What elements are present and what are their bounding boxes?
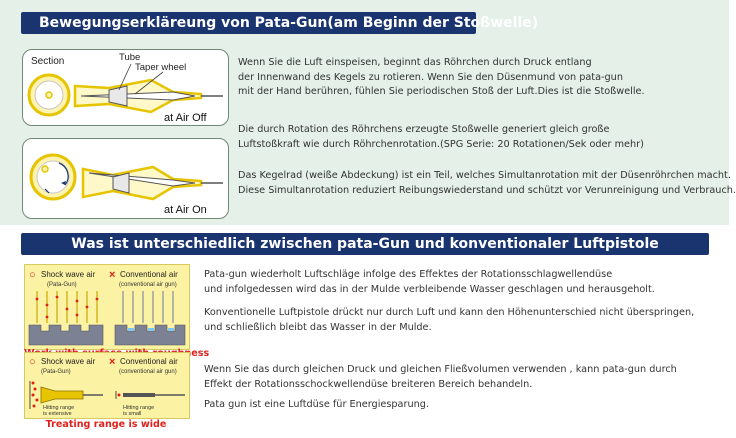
good-mark-icon: ○ (29, 356, 36, 368)
good-range-text-2: is extensive (43, 411, 72, 417)
diagram-air-on (22, 138, 229, 219)
bad-range-text-1: Hitting range (123, 405, 155, 411)
paragraph-rotation: Wenn Sie die Luft einspeisen, beginnt das Röhrchen durch Druck entlang der Innenwand des Kegels zu rotieren. Wenn Sie den Düsenmund von pata-gun mit der Hand berühren, fühlen Sie periodischen Stoß der Luft.Dies ist die Stoßwelle. (238, 57, 645, 98)
comparison-panel-roughness (24, 264, 190, 350)
good-sub: (Pata-Gun) (41, 369, 71, 375)
good-sub: (Pata-Gun) (47, 282, 77, 288)
paragraph-shockwave: Die durch Rotation des Röhrchens erzeugte Stoßwelle generiert gleich große Luftstoßkraft wie durch Röhrchenrotation.(SPG Serie: 20 Rotationen/Sek oder mehr) (238, 124, 644, 150)
bad-sub: (conventional air gun) (119, 369, 177, 375)
bad-range-text-2: is small (123, 411, 142, 417)
good-mark-icon: ○ (29, 269, 36, 281)
good-label: Shock wave air (41, 270, 96, 279)
wide-spray-dots (32, 382, 39, 408)
bad-sub: (conventional air gun) (119, 282, 177, 288)
bad-mark-icon: × (109, 356, 116, 368)
bad-label: Conventional air (120, 357, 178, 366)
section-title-motion: Bewegungserkläreung von Pata-Gun(am Beginn der Stoßwelle) (21, 12, 476, 34)
pata-gun-nozzle (41, 387, 83, 403)
conventional-air-lines (123, 291, 173, 323)
rough-surface-good (29, 325, 103, 345)
air-on-label: at Air On (164, 204, 207, 216)
tube-label: Tube (119, 52, 141, 63)
conventional-gun-tip (123, 393, 155, 397)
diagram-air-off (22, 49, 229, 126)
narrow-spray-dot (118, 394, 121, 397)
good-range-text-1: Hitting range (43, 405, 75, 411)
paragraph-energy-saving: Pata gun ist eine Luftdüse für Energiesparung. (204, 399, 429, 410)
air-off-label: at Air Off (164, 112, 207, 124)
comparison-panel-range (24, 352, 190, 419)
bad-label: Conventional air (120, 270, 178, 279)
taper-wheel-shape (109, 86, 127, 106)
paragraph-wide-range: Wenn Sie das durch gleichen Druck und gleichen Fließvolumen verwenden , kann pata-gun durch Effekt der Rotationsschockwellendüse breiteren Bereich behandeln. (204, 364, 677, 390)
section-label: Section (31, 56, 65, 67)
good-label: Shock wave air (41, 357, 96, 366)
caption-range: Treating range is wide (45, 419, 167, 430)
taper-wheel-shape (113, 173, 129, 193)
paragraph-conventional: Konventionelle Luftpistole drückt nur durch Luft und kann den Höhenunterschied nicht überspringen, und schließlich bleibt das Wasser in der Mulde. (204, 307, 695, 333)
tube-section (42, 166, 48, 172)
taper-wheel-label: Taper wheel (135, 62, 187, 73)
section-title-comparison: Was ist unterschiedlich zwischen pata-Gun und konventionaler Luftpistole (21, 233, 709, 255)
bad-mark-icon: × (109, 269, 116, 281)
paragraph-pata-gun-strikes: Pata-gun wiederholt Luftschläge infolge des Effektes der Rotationsschlagwellendüse und infolgedessen wird das in der Mulde verbleibende Wasser geschlagen und herausgeholt. (204, 269, 655, 295)
tube-section (46, 92, 52, 98)
paragraph-taper-wheel: Das Kegelrad (weiße Abdeckung) ist ein Teil, welches Simultanrotation mit der Düsenröhrchen macht. Diese Simultanrotation reduziert Reibungswiederstand und schützt vor Verunreinigung und Verbrauch. (238, 170, 736, 196)
